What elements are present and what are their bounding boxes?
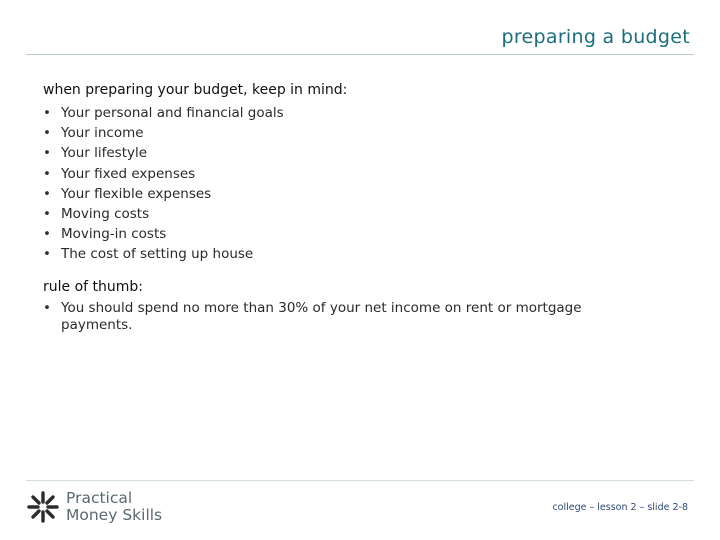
- list-item: [43, 300, 643, 335]
- bullet-icon: •: [43, 185, 51, 202]
- bullet-icon: •: [43, 299, 51, 316]
- list-item: [43, 103, 643, 123]
- bullet-icon: •: [43, 125, 51, 142]
- bullet-icon: •: [43, 165, 51, 182]
- slide-content: [43, 80, 643, 335]
- logo-line-1: Practical: [66, 489, 133, 507]
- list-item-text: Moving costs: [61, 206, 150, 223]
- bullet-icon: •: [43, 246, 51, 263]
- list-item-text: Moving-in costs: [61, 226, 167, 243]
- bullet-list: [43, 103, 643, 265]
- section-heading: rule of thumb:: [43, 278, 144, 295]
- list-item-text: You should spend no more than 30% of your net income on rent or mortgage payments.: [61, 299, 582, 334]
- list-item: [43, 164, 643, 184]
- list-item: [43, 204, 643, 224]
- practical-money-skills-logo: [26, 490, 162, 524]
- list-item: [43, 184, 643, 204]
- slide-title: preparing a budget: [501, 26, 690, 48]
- section-heading: when preparing your budget, keep in mind:: [43, 82, 348, 98]
- footer-divider: [26, 480, 694, 481]
- bullet-icon: •: [43, 145, 51, 162]
- bullet-icon: •: [43, 206, 51, 223]
- bullet-icon: •: [43, 105, 51, 121]
- bullet-list: [43, 300, 643, 335]
- list-item-text: Your flexible expenses: [61, 185, 212, 202]
- list-item-text: Your income: [61, 125, 144, 142]
- logo-wordmark: [66, 490, 162, 524]
- list-item: [43, 224, 643, 244]
- section-keep-in-mind: [43, 80, 643, 265]
- starburst-logo-icon: [26, 490, 60, 524]
- list-item-text: The cost of setting up house: [61, 246, 254, 263]
- list-item: [43, 143, 643, 163]
- list-item-text: Your fixed expenses: [61, 165, 196, 182]
- list-item: [43, 244, 643, 264]
- slide-number: college – lesson 2 – slide 2-8: [552, 502, 688, 513]
- list-item-text: Your personal and financial goals: [61, 105, 284, 121]
- section-rule-of-thumb: [43, 277, 643, 335]
- title-divider: [26, 54, 694, 55]
- bullet-icon: •: [43, 226, 51, 243]
- logo-line-2: Money Skills: [66, 506, 163, 524]
- list-item: [43, 123, 643, 143]
- list-item-text: Your lifestyle: [61, 145, 148, 162]
